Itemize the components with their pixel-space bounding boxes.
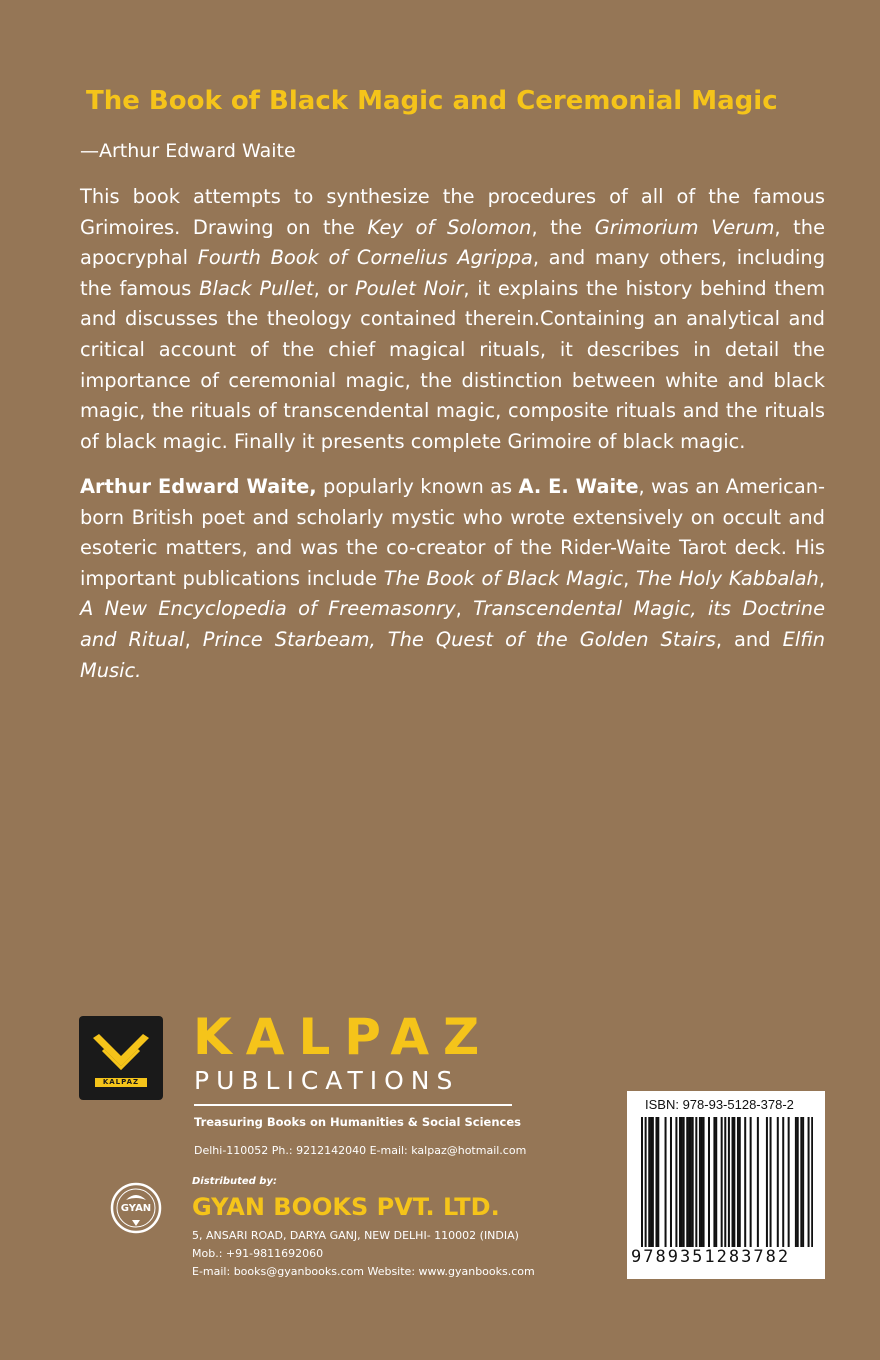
barcode-bar: [688, 1117, 690, 1247]
text-run: , the: [531, 215, 595, 239]
barcode-bar: [757, 1117, 759, 1247]
barcode-bar: [737, 1117, 739, 1247]
barcode-bar: [766, 1117, 768, 1247]
barcode-bar: [732, 1117, 734, 1247]
italic-title: Grimorium Verum: [594, 215, 775, 239]
publisher-contact: Delhi-110052 Ph.: 9212142040 E-mail: kalpaz@hotmail.com: [194, 1144, 527, 1157]
text-run: ,: [184, 627, 203, 651]
barcode-bar: [665, 1117, 667, 1247]
barcode-bar: [808, 1117, 810, 1247]
barcode-bar: [681, 1117, 683, 1247]
barcode-bar: [770, 1117, 772, 1247]
barcode-bars: [641, 1117, 813, 1247]
barcode-bar: [750, 1117, 752, 1247]
text-run: ,: [818, 566, 826, 590]
author-line: —Arthur Edward Waite: [80, 140, 296, 162]
italic-title: The Book of Black Magic: [383, 566, 624, 590]
barcode-bar: [692, 1117, 694, 1247]
description-paragraph: [80, 182, 825, 457]
distributor-email-website: E-mail: books@gyanbooks.com Website: www.gyanbooks.com: [192, 1265, 535, 1278]
text-run: , the apocryphal: [80, 215, 825, 270]
barcode-bar: [739, 1117, 741, 1247]
barcode-bar: [744, 1117, 746, 1247]
text-run: ,: [623, 566, 637, 590]
barcode-bar: [699, 1117, 701, 1247]
italic-title: Transcendental Magic, its Doctrine and Ritual: [80, 597, 825, 651]
barcode-bar: [683, 1117, 685, 1247]
open-book-icon: [79, 1016, 163, 1078]
text-run: This book attempts to synthesize the procedures of all of the famous Grimoires. Drawing on the: [80, 185, 825, 239]
barcode-bar: [728, 1117, 730, 1247]
barcode-bar: [777, 1117, 779, 1247]
barcode-bar: [788, 1117, 790, 1247]
text-run: popularly known as: [316, 475, 519, 498]
italic-title: The Holy Kabbalah: [636, 566, 819, 590]
barcode-bar: [695, 1117, 697, 1247]
barcode-bar: [652, 1117, 654, 1247]
barcode-bar: [648, 1117, 650, 1247]
barcode-bar: [782, 1117, 784, 1247]
divider: [194, 1104, 512, 1106]
barcode-digits: 9789351283782: [631, 1247, 791, 1267]
barcode-bar: [670, 1117, 672, 1247]
publisher-name: KALPAZ: [193, 1008, 494, 1066]
italic-title: Elfin Music.: [80, 627, 826, 682]
barcode-bar: [721, 1117, 723, 1247]
text-run: , or: [313, 276, 356, 300]
publisher-tagline: Treasuring Books on Humanities & Social Sciences: [194, 1115, 521, 1129]
barcode-bar: [708, 1117, 710, 1247]
italic-title: Poulet Noir: [355, 276, 464, 300]
barcode-bar: [703, 1117, 705, 1247]
author-bio-paragraph: [80, 472, 825, 686]
barcode-bar: [645, 1117, 647, 1247]
italic-title: Key of Solomon: [367, 215, 532, 239]
distributor-name: GYAN BOOKS PVT. LTD.: [192, 1193, 500, 1221]
gyan-logo-text: GYAN: [120, 1203, 152, 1214]
text-run: , was an American-born British poet and scholarly mystic who wrote extensively on occult and esoteric matters, and was the co-creator of the Rider-Waite Tarot deck. His important publications include: [80, 475, 826, 590]
isbn-label: ISBN: 978-93-5128-378-2: [645, 1097, 794, 1112]
barcode-bar: [811, 1117, 813, 1247]
text-run: , and: [715, 627, 783, 651]
publisher-subtitle: PUBLICATIONS: [194, 1066, 460, 1095]
barcode-bar: [641, 1117, 643, 1247]
barcode-bar: [733, 1117, 735, 1247]
author-name: Arthur Edward Waite,: [80, 475, 317, 498]
barcode-box: [627, 1091, 825, 1279]
text-run: ,: [455, 597, 474, 621]
italic-title: Black Pullet: [199, 276, 314, 300]
distributor-address: 5, ANSARI ROAD, DARYA GANJ, NEW DELHI- 110002 (INDIA): [192, 1229, 519, 1242]
text-run: , it explains the history behind them and discusses the theology contained therein.Containing an analytical and critical account of the chief magical rituals, it describes in detail the importance of ceremonial magic, the distinction between white and black magic, the rituals of transcendental magic, composite rituals and the rituals of black magic. Finally it presents complete Grimoire of black magic.: [80, 276, 825, 453]
gyan-logo: [110, 1182, 162, 1234]
distributed-by-label: Distributed by:: [192, 1176, 277, 1187]
barcode-bar: [713, 1117, 715, 1247]
kalpaz-logo: [79, 1016, 163, 1100]
barcode-bar: [701, 1117, 703, 1247]
barcode-bar: [724, 1117, 726, 1247]
barcode-bar: [679, 1117, 681, 1247]
barcode-bar: [797, 1117, 799, 1247]
author-short-name: A. E. Waite: [518, 475, 639, 498]
italic-title: Prince Starbeam, The Quest of the Golden Stairs: [202, 627, 716, 651]
barcode-bar: [686, 1117, 688, 1247]
barcode-bar: [655, 1117, 657, 1247]
barcode-bar: [675, 1117, 677, 1247]
italic-title: A New Encyclopedia of Freemasonry: [80, 597, 456, 621]
book-title: The Book of Black Magic and Ceremonial Magic: [86, 86, 778, 116]
barcode-bar: [800, 1117, 802, 1247]
kalpaz-logo-band: KALPAZ: [95, 1078, 147, 1087]
barcode-bar: [795, 1117, 797, 1247]
barcode-bar: [690, 1117, 692, 1247]
distributor-mobile: Mob.: +91-9811692060: [192, 1247, 324, 1260]
barcode-bar: [715, 1117, 717, 1247]
barcode-bar: [650, 1117, 652, 1247]
text-run: , and many others, including the famous: [80, 246, 826, 300]
barcode-bar: [657, 1117, 659, 1247]
italic-title: Fourth Book of Cornelius Agrippa: [197, 246, 533, 270]
barcode-bar: [802, 1117, 804, 1247]
